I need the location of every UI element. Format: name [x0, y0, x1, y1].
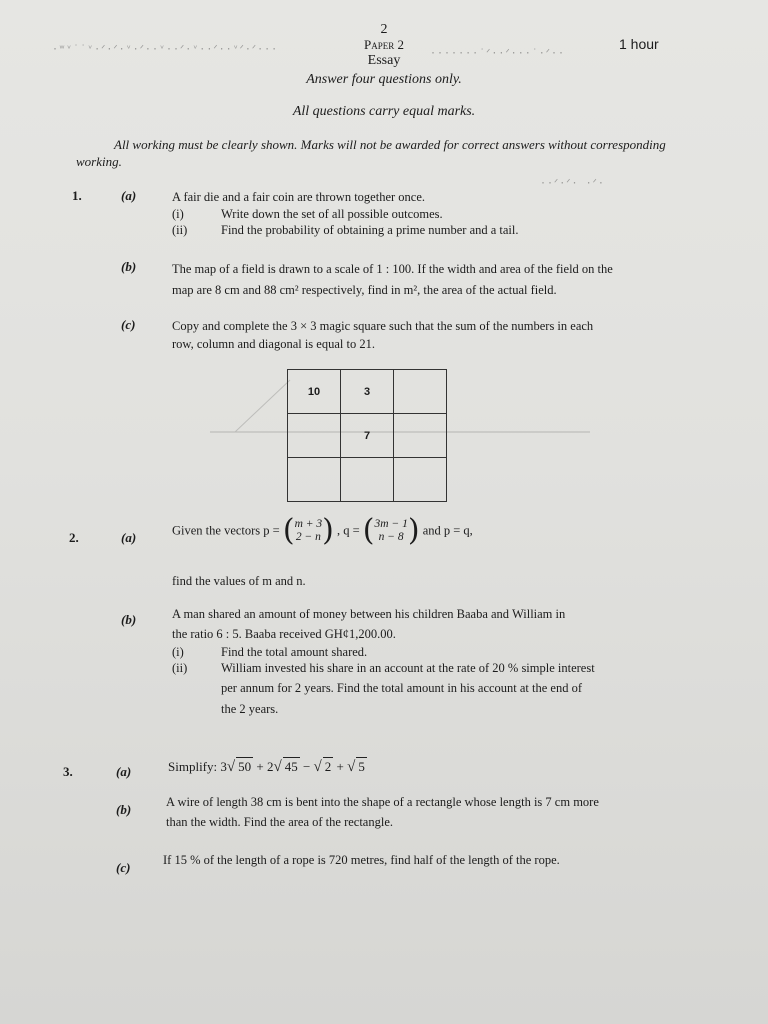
- magic-cell: 10: [288, 370, 341, 414]
- question-text: map are 8 cm and 88 cm² respectively, find in m², the area of the actual field.: [172, 283, 557, 297]
- show-through-text: ··ᐟ·ᐟ· ·ᐟ·: [540, 178, 605, 189]
- radicand: 5: [358, 759, 365, 774]
- simplify-expression: [168, 757, 367, 776]
- part-label: (b): [116, 802, 132, 817]
- radicand: 50: [238, 759, 252, 774]
- part-label: (a): [121, 530, 137, 545]
- vector-p: [295, 518, 323, 544]
- question-number: 1.: [72, 188, 82, 203]
- operator: −: [302, 759, 311, 774]
- question-text: A fair die and a fair coin are thrown together once.: [172, 190, 426, 204]
- vector-q-top: 3m − 1: [374, 518, 408, 530]
- part-label: (c): [116, 860, 131, 875]
- part-label: (c): [121, 317, 136, 332]
- page-number: 2: [380, 22, 388, 37]
- question-text: If 15 % of the length of a rope is 720 metres, find half of the length of the rope.: [163, 853, 560, 867]
- duration-label: 1 hour: [619, 36, 659, 52]
- question-text: A man shared an amount of money between his children Baaba and William in: [172, 607, 566, 621]
- sqrt-symbol: √: [347, 759, 356, 775]
- vector-equation: [172, 513, 473, 548]
- show-through-text: ·ʷᵛ˙˙ᵛ·ᐟ·ᐟ·ᵛ·ᐟ··ᵛ··ᐟ·ᵛ··ᐟ··ᵛᐟ·ᐟ···: [52, 44, 279, 55]
- part-label: (a): [121, 188, 137, 203]
- subpart-text: Find the probability of obtaining a prime number and a tail.: [221, 223, 519, 237]
- vector-prefix: Given the vectors p =: [172, 523, 280, 538]
- right-paren: ): [322, 513, 334, 548]
- paper-type: Essay: [367, 53, 401, 68]
- subpart-text: Find the total amount shared.: [221, 645, 368, 659]
- question-text: A wire of length 38 cm is bent into the shape of a rectangle whose length is 7 cm more: [166, 795, 599, 809]
- sqrt-symbol: √: [226, 759, 236, 775]
- left-paren: (: [362, 513, 375, 548]
- magic-cell: [394, 414, 447, 458]
- magic-cell: 3: [341, 370, 394, 414]
- question-text: than the width. Find the area of the rectangle.: [166, 815, 394, 829]
- left-paren: (: [282, 513, 295, 548]
- magic-cell: 7: [341, 414, 394, 458]
- radicand: 2: [324, 759, 332, 774]
- operator: + 2: [256, 759, 274, 774]
- part-label: (b): [121, 259, 137, 274]
- show-through-text: ·······˙ᐟ··ᐟ···˙·ᐟ··: [430, 48, 566, 59]
- question-text: the ratio 6 : 5. Baaba received GH¢1,200.00.: [172, 627, 396, 641]
- instruction-working: All working must be clearly shown. Marks will not be awarded for correct answers without corresponding working.: [76, 137, 666, 169]
- question-text: The map of a field is drawn to a scale of 1 : 100. If the width and area of the field on the: [172, 262, 613, 276]
- vector-q: [375, 518, 408, 544]
- subpart-label: (ii): [172, 661, 188, 675]
- vector-suffix: and p = q,: [422, 523, 473, 538]
- question-text: row, column and diagonal is equal to 21.: [172, 337, 375, 351]
- magic-square: [287, 369, 447, 502]
- sqrt-symbol: √: [273, 759, 282, 775]
- radicand: 45: [284, 759, 298, 774]
- vector-q-separator: , q =: [336, 523, 360, 538]
- instruction-equal-marks: All questions carry equal marks.: [292, 104, 476, 119]
- question-text: find the values of m and n.: [172, 574, 306, 588]
- subpart-text: per annum for 2 years. Find the total amount in his account at the end of: [221, 681, 583, 695]
- subpart-text: William invested his share in an account at the rate of 20 % simple interest: [221, 661, 595, 675]
- operator: +: [336, 759, 344, 774]
- part-label: (a): [116, 764, 132, 779]
- subpart-text: Write down the set of all possible outcomes.: [221, 207, 443, 221]
- magic-cell: [288, 458, 341, 502]
- question-number: 3.: [63, 764, 73, 779]
- subpart-label: (ii): [172, 223, 188, 237]
- vector-q-bottom: n − 8: [378, 531, 404, 543]
- right-paren: ): [407, 513, 420, 548]
- question-number: 2.: [69, 530, 79, 545]
- subpart-label: (i): [172, 207, 184, 221]
- sqrt-symbol: √: [313, 759, 322, 775]
- magic-cell: [288, 414, 341, 458]
- subpart-text: the 2 years.: [221, 702, 279, 716]
- question-text: Copy and complete the 3 × 3 magic square such that the sum of the numbers in each: [172, 319, 594, 333]
- coefficient: 3: [220, 759, 227, 774]
- instruction-answer-four: Answer four questions only.: [306, 72, 462, 87]
- simplify-prefix: Simplify:: [168, 759, 218, 774]
- part-label: (b): [121, 612, 137, 627]
- magic-cell: [341, 458, 394, 502]
- vector-p-top: m + 3: [294, 518, 323, 530]
- paper-label: Paper 2: [364, 37, 404, 52]
- vector-p-bottom: 2 − n: [295, 531, 321, 543]
- subpart-label: (i): [172, 645, 184, 659]
- magic-cell: [394, 458, 447, 502]
- magic-cell: [394, 370, 447, 414]
